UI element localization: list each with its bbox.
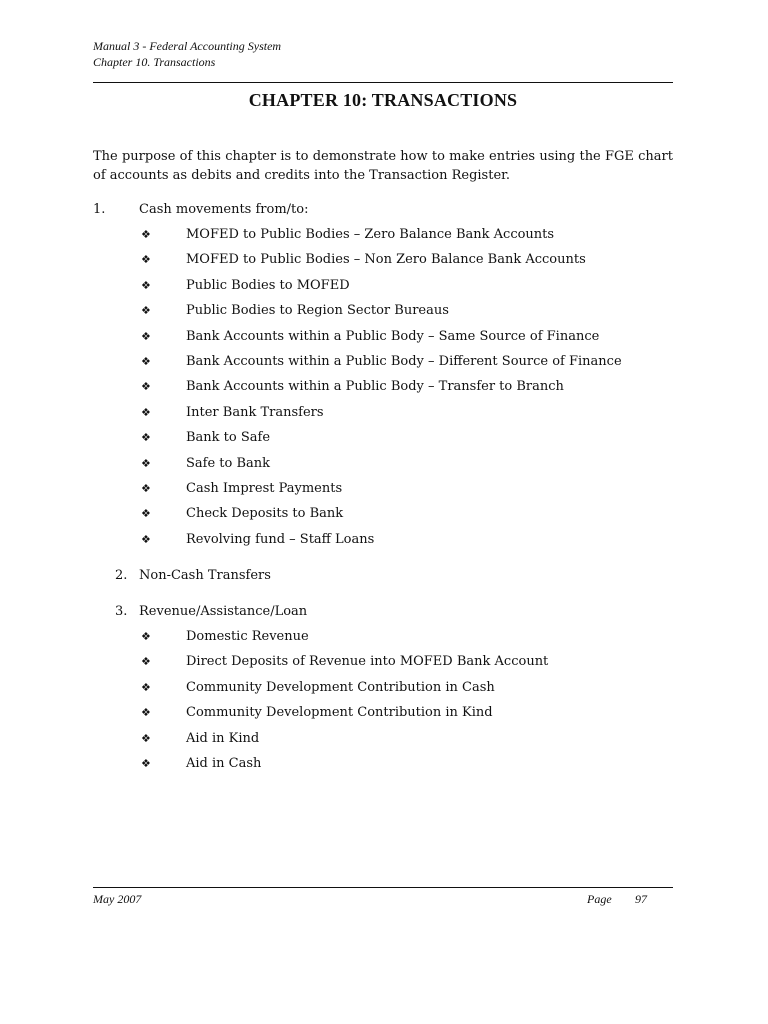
list-item	[93, 754, 673, 779]
list-item	[93, 276, 673, 301]
diamond-bullet-icon: ❖	[141, 706, 151, 720]
diamond-bullet-icon: ❖	[141, 380, 151, 394]
list-item-text: Public Bodies to MOFED	[186, 277, 350, 293]
bullet-list	[93, 225, 673, 555]
section-heading	[93, 602, 673, 621]
list-item	[93, 703, 673, 728]
list-item	[93, 377, 673, 402]
list-item-text: Community Development Contribution in Cash	[186, 679, 495, 695]
list-item	[93, 403, 673, 428]
diamond-bullet-icon: ❖	[141, 354, 151, 368]
header-manual-title: Manual 3 - Federal Accounting System	[93, 39, 282, 53]
list-item	[93, 428, 673, 453]
list-item	[93, 627, 673, 652]
diamond-bullet-icon: ❖	[141, 630, 151, 643]
section-number: 2.	[115, 568, 128, 583]
diamond-bullet-icon: ❖	[141, 304, 151, 318]
section-heading	[93, 566, 673, 585]
diamond-bullet-icon: ❖	[141, 655, 151, 669]
list-item-text: Bank Accounts within a Public Body – Different Source of Finance	[186, 353, 622, 369]
list-item-text: Safe to Bank	[186, 455, 271, 471]
list-item-text: Revolving fund – Staff Loans	[186, 531, 375, 547]
diamond-bullet-icon: ❖	[141, 329, 151, 343]
list-item	[93, 327, 673, 352]
diamond-bullet-icon: ❖	[141, 278, 151, 292]
list-item-text: Domestic Revenue	[186, 629, 309, 644]
diamond-bullet-icon: ❖	[141, 532, 151, 546]
list-item-text: Check Deposits to Bank	[186, 506, 344, 522]
section-3	[93, 602, 673, 779]
list-item-text: Bank to Safe	[186, 430, 271, 446]
list-item-text: Aid in Cash	[186, 755, 262, 771]
footer-date: May 2007	[93, 892, 142, 906]
list-item	[93, 454, 673, 479]
list-item-text: Community Development Contribution in Kind	[186, 705, 493, 721]
list-item	[93, 352, 673, 377]
diamond-bullet-icon: ❖	[141, 756, 151, 770]
section-label: Revenue/Assistance/Loan	[139, 604, 308, 619]
list-item	[93, 652, 673, 677]
diamond-bullet-icon: ❖	[141, 431, 151, 445]
diamond-bullet-icon: ❖	[141, 228, 151, 241]
intro-paragraph: The purpose of this chapter is to demonstrate how to make entries using the FGE chart of accounts as debits and credits into the Transaction Register.	[93, 149, 673, 183]
header-chapter-title: Chapter 10. Transactions	[93, 55, 216, 69]
section-2	[93, 566, 673, 585]
diamond-bullet-icon: ❖	[141, 253, 151, 267]
list-item	[93, 250, 673, 275]
diamond-bullet-icon: ❖	[141, 680, 151, 694]
header-rule	[93, 82, 673, 83]
diamond-bullet-icon: ❖	[141, 507, 151, 521]
diamond-bullet-icon: ❖	[141, 731, 151, 745]
chapter-title: CHAPTER 10: TRANSACTIONS	[248, 90, 518, 110]
list-item	[93, 225, 673, 250]
list-item-text: Direct Deposits of Revenue into MOFED Bank Account	[186, 654, 549, 670]
list-item	[93, 530, 673, 555]
list-item-text: MOFED to Public Bodies – Non Zero Balance Bank Accounts	[186, 252, 586, 268]
diamond-bullet-icon: ❖	[141, 405, 151, 419]
list-item-text: Bank Accounts within a Public Body – Same Source of Finance	[186, 328, 600, 344]
list-item	[93, 504, 673, 529]
list-item	[93, 678, 673, 703]
section-1	[93, 200, 673, 555]
list-item-text: Cash Imprest Payments	[186, 480, 343, 496]
diamond-bullet-icon: ❖	[141, 481, 151, 495]
list-item	[93, 301, 673, 326]
diamond-bullet-icon: ❖	[141, 456, 151, 470]
section-label: Non-Cash Transfers	[139, 568, 271, 583]
bullet-list	[93, 627, 673, 779]
footer-page-label: Page	[587, 892, 612, 906]
running-header	[93, 38, 673, 70]
section-heading	[93, 200, 673, 219]
section-label: Cash movements from/to:	[139, 202, 309, 217]
footer-rule	[93, 887, 673, 888]
running-footer	[93, 891, 673, 907]
list-item-text: MOFED to Public Bodies – Zero Balance Bank Accounts	[186, 227, 555, 242]
section-number: 3.	[115, 604, 128, 619]
list-item-text: Aid in Kind	[186, 730, 260, 746]
list-item	[93, 729, 673, 754]
list-item-text: Bank Accounts within a Public Body – Transfer to Branch	[186, 379, 564, 395]
list-item-text: Public Bodies to Region Sector Bureaus	[186, 303, 449, 319]
list-item-text: Inter Bank Transfers	[186, 404, 324, 420]
list-item	[93, 479, 673, 504]
section-number: 1.	[93, 202, 106, 217]
footer-page-number: 97	[635, 892, 647, 906]
